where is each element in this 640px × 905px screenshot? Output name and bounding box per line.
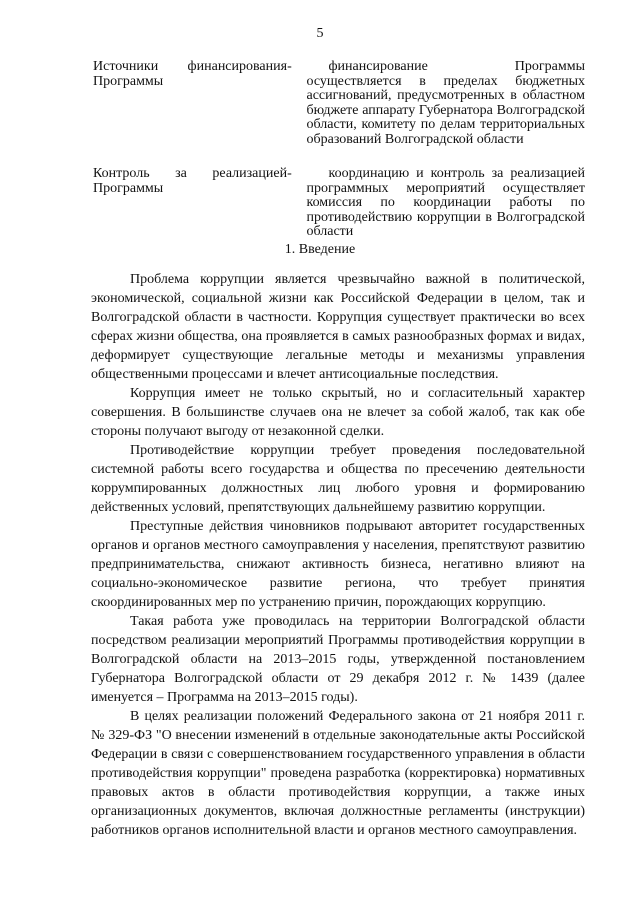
body-text — [91, 270, 585, 840]
paragraph: Преступные действия чиновников подрывают авторитет государственных органов и органов местного самоуправления у населения, препятствуют развитию предпринимательства, снижают активность бизнеса, негативно влияют на социально-экономическое развитие региона, что требует принятия скоординированных мер по устранению причин, порождающих коррупцию. — [91, 519, 585, 610]
passport-dash: - — [287, 59, 292, 74]
passport-row-control — [93, 167, 585, 240]
passport-row-financing — [93, 60, 585, 147]
passport-value-text: координацию и контроль за реализацией программных мероприятий осуществляет комиссия по координации работы по противодействию коррупции в Волгоградской области — [306, 166, 585, 239]
passport-label-control: Контроль за реализацией Программы — [93, 166, 288, 196]
paragraph: Проблема коррупции является чрезвычайно важной в политической, экономической, социальной жизни как Российской Федерации в целом, так и Волгоградской области в частности. Коррупция существует практически во всех сферах жизни общества, она проявляется в самых разнообразных формах и видах, деформирует существующие легальные методы и механизмы управления общественными процессами и влечет антисоциальные последствия. — [91, 272, 585, 382]
paragraph: Такая работа уже проводилась на территории Волгоградской области посредством реализации мероприятий Программы противодействия коррупции в Волгоградской области на 2013–2015 годы, утвержденной постановлением Губернатора Волгоградской области от 29 декабря 2012 г. № 1439 (далее именуется – Программа на 2013–2015 годы). — [91, 614, 585, 705]
passport-dash: - — [287, 166, 292, 181]
program-passport-table — [93, 60, 585, 260]
page-number: 5 — [316, 26, 324, 41]
section-title: 1. Введение — [284, 242, 356, 257]
paragraph: Коррупция имеет не только скрытый, но и согласительный характер совершения. В большинстве случаев она не влечет за собой жалоб, так как обе стороны получают выгоду от незаконной сделки. — [91, 386, 585, 439]
passport-value-text: финансирование Программы осуществляется в пределах бюджетных ассигнований, предусмотренных в областном бюджете аппарату Губернатора Волгоградской области, комитету по делам территориальных образований Волгоградской области — [306, 59, 585, 147]
passport-value-financing — [306, 60, 585, 147]
passport-label-financing: Источники финансирования Программы — [93, 59, 288, 89]
passport-value-control — [306, 167, 585, 240]
paragraph: Противодействие коррупции требует проведения последовательной системной работы всего государства и общества по пресечению деятельности коррумпированных должностных лиц любого уровня и формированию действенных условий, препятствующих дальнейшему развитию коррупции. — [91, 443, 585, 515]
paragraph: В целях реализации положений Федерального закона от 21 ноября 2011 г. № 329-ФЗ "О внесении изменений в отдельные законодательные акты Российской Федерации в связи с совершенствованием государственного управления в области противодействия коррупции" проведена разработка (корректировка) нормативных правовых актов в области противодействия коррупции, а также иных организационных документов, включая должностные регламенты (инструкции) работников органов исполнительной власти и органов местного самоуправления. — [91, 709, 585, 838]
